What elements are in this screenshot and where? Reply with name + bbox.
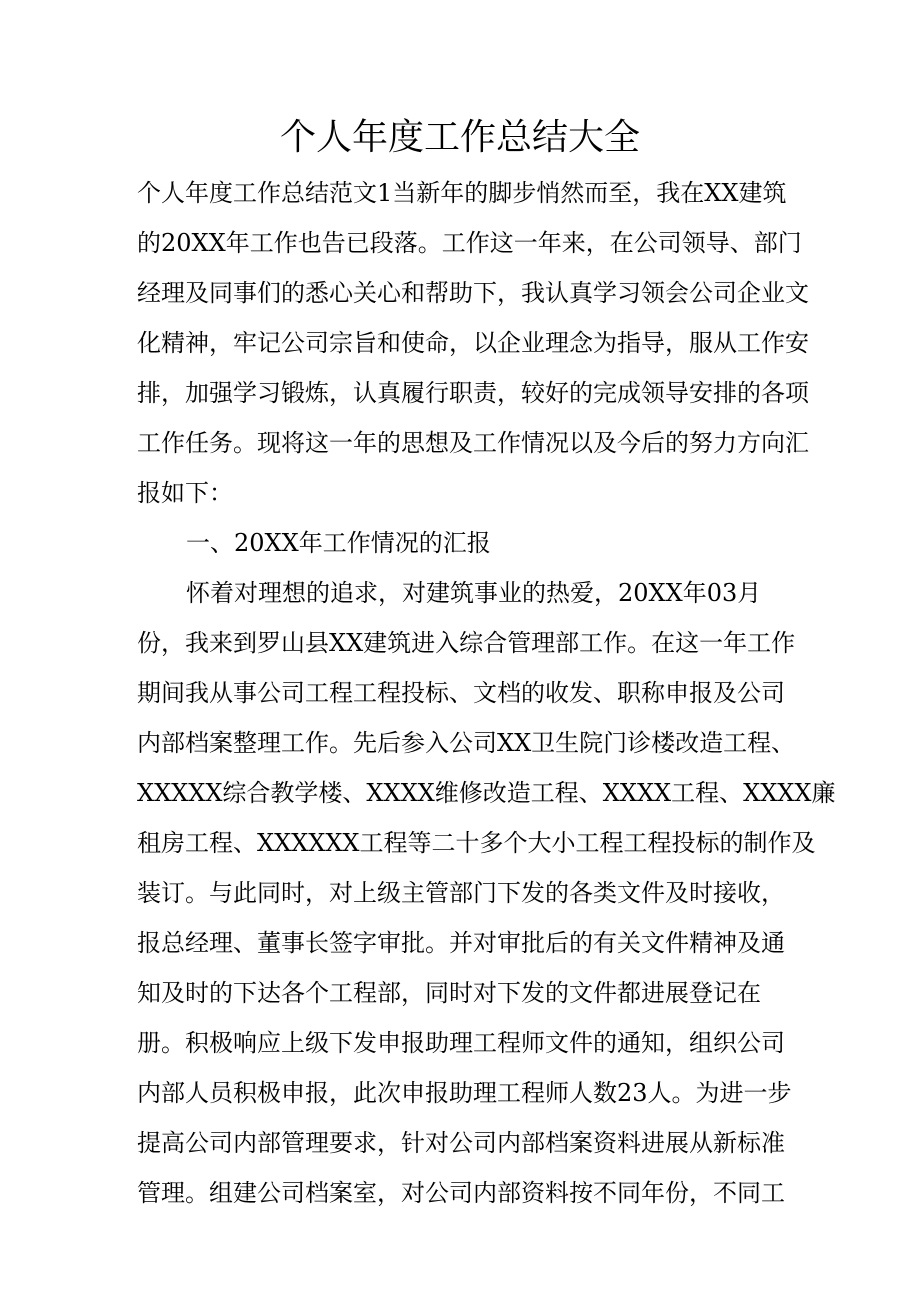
body-line: 报总经理、董事长签字审批。并对审批后的有关文件精神及通 [137, 929, 785, 957]
body-line: 册。积极响应上级下发申报助理工程师文件的通知，组织公司 [137, 1029, 785, 1057]
body-line: 怀着对理想的追求，对建筑事业的热爱，20XX年03月 [186, 579, 762, 607]
document-title: 个人年度工作总结大全 [279, 117, 640, 158]
body-line: 个人年度工作总结范文1当新年的脚步悄然而至，我在XX建筑 [137, 179, 787, 207]
body-line: 管理。组建公司档案室，对公司内部资料按不同年份，不同工 [137, 1179, 785, 1207]
body-line: 期间我从事公司工程工程投标、文档的收发、职称申报及公司 [137, 679, 785, 707]
body-line: 提高公司内部管理要求，针对公司内部档案资料进展从新标准 [137, 1129, 785, 1157]
body-line: 内部人员积极申报，此次申报助理工程师人数23人。为进一步 [137, 1079, 792, 1107]
body-line: 工作任务。现将这一年的思想及工作情况以及今后的努力方向汇 [137, 429, 809, 457]
body-line: XXXXX综合教学楼、XXXX维修改造工程、XXXX工程、XXXX廉 [137, 779, 836, 807]
body-line: 知及时的下达各个工程部，同时对下发的文件都进展登记在 [137, 979, 761, 1007]
section-heading: 一、20XX年工作情况的汇报 [186, 529, 491, 557]
body-line: 排，加强学习锻炼，认真履行职责，较好的完成领导安排的各项 [137, 379, 809, 407]
body-line: 报如下： [137, 479, 233, 507]
body-line: 的20XX年工作也告已段落。工作这一年来，在公司领导、部门 [137, 229, 802, 257]
body-line: 租房工程、XXXXXX工程等二十多个大小工程工程投标的制作及 [137, 829, 816, 857]
body-line: 装订。与此同时，对上级主管部门下发的各类文件及时接收， [137, 879, 785, 907]
body-line: 内部档案整理工作。先后参入公司XX卫生院门诊楼改造工程、 [137, 729, 796, 757]
body-line: 经理及同事们的悉心关心和帮助下，我认真学习领会公司企业文 [137, 279, 809, 307]
body-line: 化精神，牢记公司宗旨和使命，以企业理念为指导，服从工作安 [137, 329, 809, 357]
body-line: 份，我来到罗山县XX建筑进入综合管理部工作。在这一年工作 [137, 629, 796, 657]
